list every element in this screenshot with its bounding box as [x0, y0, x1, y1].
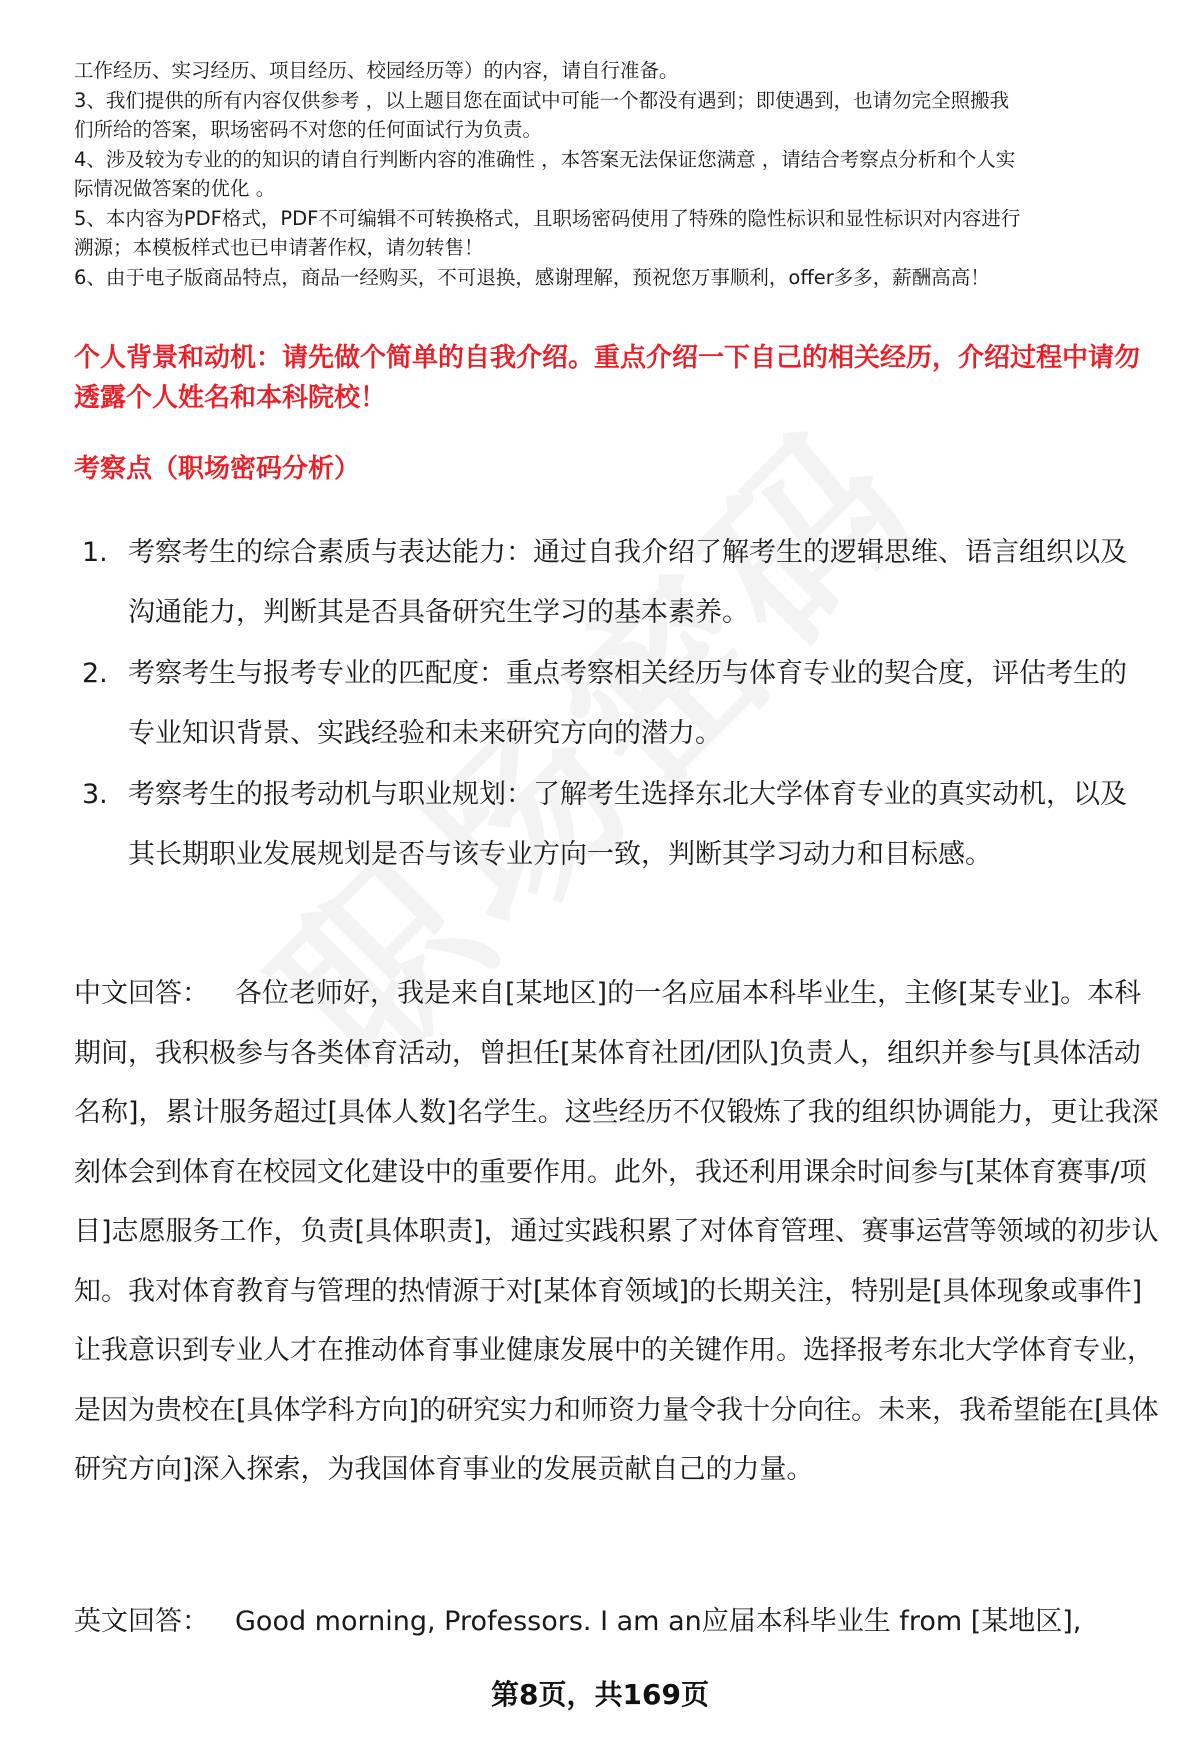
note-line: 溯源；本模板样式也已申请著作权，请勿转售！	[74, 236, 484, 259]
note-line: 6、由于电子版商品特点，商品一经购买，不可退换，感谢理解，预祝您万事顺利，offer多多，薪酬高高！	[74, 265, 990, 289]
note-line: 际情况做答案的优化 。	[74, 177, 276, 200]
note-line: 们所给的答案，职场密码不对您的任何面试行为负责。	[74, 118, 543, 141]
chinese-answer-label: 中文回答：	[74, 978, 209, 1009]
list-item	[82, 765, 1162, 884]
chinese-answer-text: 各位老师好，我是来自[某地区]的一名应届本科毕业生，主修[某专业]。本科期间，我积极参与各类体育活动，曾担任[某体育社团/团队]负责人，组织并参与[具体活动名称]，累计服务超过[具体人数]名学生。这些经历不仅锻炼了我的组织协调能力，更让我深刻体会到体育在校园文化建设中的重要作用。此外，我还利用课余时间参与[某体育赛事/项目]志愿服务工作，负责[具体职责]，通过实践积累了对体育管理、赛事运营等领域的初步认知。我对体育教育与管理的热情源于对[某体育领域]的长期关注，特别是[具体现象或事件]让我意识到专业人才在推动体育事业健康发展中的关键作用。选择报考东北大学体育专业，是因为贵校在[具体学科方向]的研究实力和师资力量令我十分向往。未来，我希望能在[具体研究方向]深入探索，为我国体育事业的发展贡献自己的力量。	[74, 978, 1159, 1485]
english-answer-text: Good morning, Professors. I am an应届本科毕业生 from [某地区],	[235, 1606, 1082, 1637]
assessment-points-list	[82, 523, 1162, 886]
list-item	[82, 644, 1162, 763]
list-item	[82, 523, 1162, 642]
english-answer	[74, 1592, 1164, 1652]
note-line: 5、本内容为PDF格式，PDF不可编辑不可转换格式，且职场密码使用了特殊的隐性标识和显性标识对内容进行	[74, 206, 1021, 230]
chinese-answer	[74, 964, 1164, 1500]
list-item-text: 考察考生与报考专业的匹配度：重点考察相关经历与体育专业的契合度，评估考生的专业知识背景、实践经验和未来研究方向的潜力。	[128, 658, 1127, 749]
list-item-number: 1.	[82, 537, 108, 568]
notes-section	[74, 56, 1154, 292]
points-title: 考察点（职场密码分析）	[74, 454, 361, 484]
list-item-number: 3.	[82, 779, 108, 810]
list-item-text: 考察考生的报考动机与职业规划：了解考生选择东北大学体育专业的真实动机，以及其长期职业发展规划是否与该专业方向一致，判断其学习动力和目标感。	[128, 779, 1127, 870]
page-number: 第8页，共169页	[491, 1678, 709, 1711]
list-item-text: 考察考生的综合素质与表达能力：通过自我介绍了解考生的逻辑思维、语言组织以及沟通能力，判断其是否具备研究生学习的基本素养。	[128, 537, 1127, 628]
english-answer-label: 英文回答：	[74, 1606, 209, 1637]
note-line: 工作经历、实习经历、项目经历、校园经历等）的内容，请自行准备。	[74, 59, 679, 82]
note-line: 3、我们提供的所有内容仅供参考 ，以上题目您在面试中可能一个都没有遇到；即使遇到，也请勿完全照搬我	[74, 88, 1010, 112]
question-heading: 个人背景和动机：请先做个简单的自我介绍。重点介绍一下自己的相关经历，介绍过程中请勿透露个人姓名和本科院校！	[74, 343, 1141, 413]
list-item-number: 2.	[82, 658, 108, 689]
note-line: 4、涉及较为专业的的知识的请自行判断内容的准确性 ，本答案无法保证您满意 ，请结合考察点分析和个人实	[74, 147, 1016, 171]
